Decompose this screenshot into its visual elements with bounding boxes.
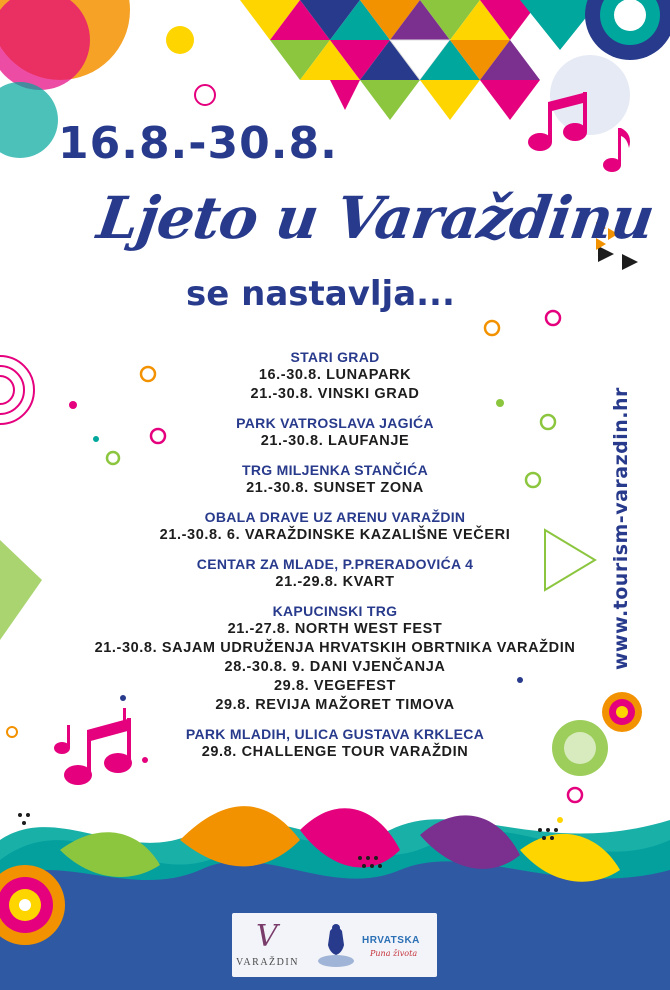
event-line: 16.-30.8. LUNAPARK [258,367,412,383]
croatia-logo-tagline: Puna života [370,949,418,958]
event-line: 21.-30.8. 6. VARAŽDINSKE KAZALIŠNE VEČERI [159,527,511,543]
event-line: 21.-29.8. KVART [275,574,395,590]
event-line: 21.-30.8. SAJAM UDRUŽENJA HRVATSKIH OBRTNIKA VARAŽDIN [94,640,576,656]
event-line: 28.-30.8. 9. DANI VJENČANJA [224,659,446,675]
event-line: 29.8. CHALLENGE TOUR VARAŽDIN [201,744,469,760]
headline: Ljeto u Varaždinu [93,184,658,252]
tourist-board-logo-icon [316,921,356,969]
venue-block [0,725,670,762]
sponsor-logos [232,913,437,977]
subheadline: se nastavlja... [186,274,455,314]
venue-name: PARK MLADIH, ULICA GUSTAVA KRKLECA [185,726,485,742]
event-line: 21.-27.8. NORTH WEST FEST [227,621,443,637]
top-triangle-mosaic [240,0,600,120]
venue-block [0,461,670,498]
event-line: 21.-30.8. VINSKI GRAD [250,386,420,402]
venue-name: CENTAR ZA MLADE, P.PRERADOVIĆA 4 [196,556,474,572]
venue-name: OBALA DRAVE UZ ARENU VARAŽDIN [204,509,466,525]
event-line: 21.-30.8. SUNSET ZONA [246,480,424,496]
event-line: 21.-30.8. LAUFANJE [260,433,410,449]
varazdin-logo: V [256,919,278,954]
event-line: 29.8. REVIJA MAŽORET TIMOVA [215,697,455,713]
venue-block [0,414,670,451]
venue-name: PARK VATROSLAVA JAGIĆA [236,415,434,431]
croatia-logo: HRVATSKA [362,935,420,946]
event-line: 29.8. VEGEFEST [273,678,397,694]
venue-name: KAPUCINSKI TRG [272,603,398,619]
venue-block [0,348,670,404]
venue-name: STARI GRAD [290,349,380,365]
venue-block [0,508,670,545]
venue-block [0,602,670,715]
venue-name: TRG MILJENKA STANČIĆA [242,462,428,478]
varazdin-logo-text: VARAŽDIN [236,957,299,968]
website-url[interactable]: www.tourism-varazdin.hr [610,387,632,670]
event-programme [0,348,670,772]
venue-block [0,555,670,592]
date-range: 16.8.-30.8. [58,118,338,169]
